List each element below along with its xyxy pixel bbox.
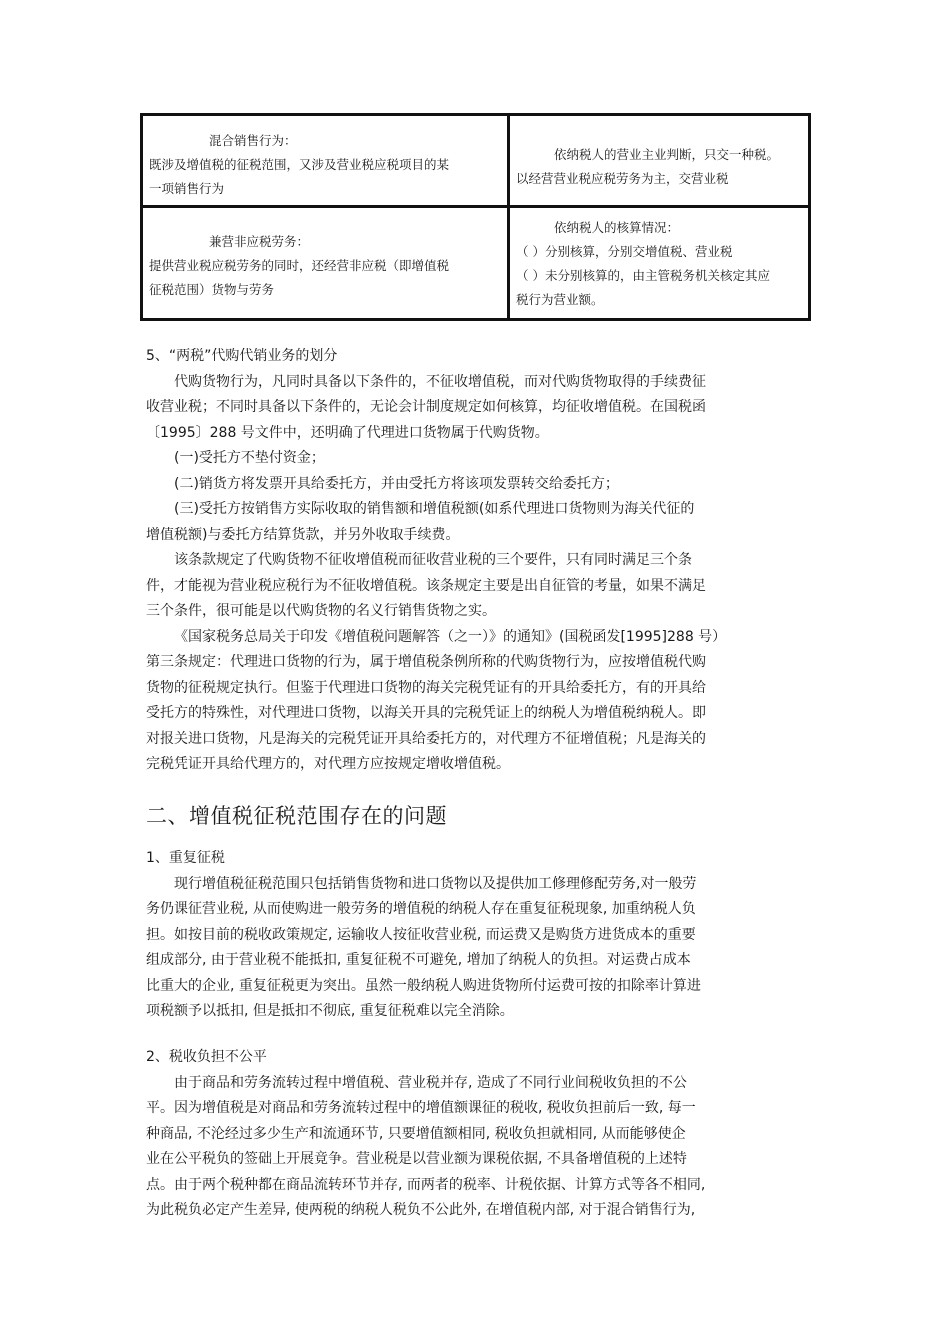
paragraph-line: 〔1995〕288 号文件中，还明确了代理进口货物属于代购货物。 [146,424,549,441]
cell-line: 依纳税人的营业主业判断，只交一种税。 [554,147,780,162]
paragraph-line: 件，才能视为营业税应税行为不征收增值税。该条规定主要是出自征管的考量，如果不满足 [146,577,706,594]
cell-line: （ ）未分别核算的，由主管税务机关核定其应 [516,268,770,283]
paragraph-line: 增值税额)与委托方结算货款，并另外收取手续费。 [146,526,460,543]
paragraph-line: 业在公平税负的签础上开展竟争。营业税是以营业额为课税依据, 不具备增值税的上述特 [146,1151,687,1167]
cell-line: 征税范围）货物与劳务 [149,282,275,297]
paragraph-line: 由于商品和劳务流转过程中增值税、营业税并存, 造成了不同行业间税收负担的不公 [174,1074,687,1091]
paragraph-line: (二)销货方将发票开具给委托方，并由受托方将该项发票转交给委托方； [174,475,619,492]
paragraph-line: 平。因为增值税是对商品和劳务流转过程中的增值额课征的税收, 税收负担前后一致, 每一 [146,1100,696,1116]
paragraph-line: 担。如按目前的税收政策规定, 运输收人按征收营业税, 而运费又是购货方进货成本的重要 [146,926,696,943]
paragraph-line: 组成部分, 由于营业税不能抵扣, 重复征税不可避免, 增加了纳税人的负担。对运费占成本 [146,952,691,968]
paragraph-line: 为此税负必定产生差异, 使两税的纳税人税负不公此外, 在增值税内部, 对于混合销售行为, [146,1202,696,1218]
cell-line: 一项销售行为 [149,181,225,196]
cell-line: 既涉及增值税的征税范围，又涉及营业税应税项目的某 [149,157,450,172]
cell-line: 混合销售行为： [209,133,297,148]
paragraph-line: 代购货物行为，凡同时具备以下条件的，不征收增值税，而对代购货物取得的手续费征 [174,373,706,390]
cell-line: （ ）分别核算，分别交增值税、营业税 [516,244,733,259]
cell-line: 兼营非应税劳务： [209,234,310,249]
paragraph-line: 点。由于两个税种都在商品流转环节并存, 而两者的税率、计税依据、计算方式等各不相同, [146,1176,706,1193]
section-unfair-tax-burden [146,1045,808,1224]
paragraph-line: 该条款规定了代购货物不征收增值税而征收营业税的三个要件，只有同时满足三个条 [174,552,692,568]
paragraph-line: 收营业税；不同时具备以下条件的，无论会计制度规定如何核算，均征收增值税。在国税函 [146,399,706,415]
paragraph-line: 受托方的特殊性，对代理进口货物，以海关开具的完税凭证上的纳税人为增值税纳税人。即 [146,705,706,721]
paragraph-line: 完税凭证开具给代理方的，对代理方应按规定增收增值税。 [146,756,510,772]
cell-line: 提供营业税应税劳务的同时，还经营非应税（即增值税 [149,258,450,273]
table-cell-mixed-sales-rule [510,116,808,208]
section-title: 5、“两税”代购代销业务的划分 [146,348,338,364]
paragraph-line: 对报关进口货物，凡是海关的完税凭证开具给委托方的，对代理方不征增值税；凡是海关的 [146,730,706,747]
paragraph-line: 货物的征税规定执行。但鉴于代理进口货物的海关完税凭证有的开具给委托方，有的开具给 [146,679,706,696]
paragraph-line: 三个条件，很可能是以代购货物的名义行销售货物之实。 [146,603,496,619]
table-cell-mixed-sales [143,116,510,208]
section-5 [146,344,808,778]
paragraph-line: 比重大的企业, 重复征税更为突出。虽然一般纳税人购进货物所付运费可按的扣除率计算进 [146,977,701,994]
section-heading: 二、增值税征税范围存在的问题 [146,804,447,828]
comparison-table [140,113,811,321]
paragraph-line: 种商品, 不沦经过多少生产和流通环节, 只要增值额相同, 税收负担就相同, 从而能够使企 [146,1125,686,1142]
cell-line: 以经营营业税应税劳务为主，交营业税 [516,171,729,186]
paragraph-line: 《国家税务总局关于印发《增值税问题解答（之一）》的通知》(国税函发[1995]288 号） [174,628,727,645]
paragraph-line: 务仍课征营业税, 从而使购进一般劳务的增值税的纳税人存在重复征税现象, 加重纳税人负 [146,901,696,917]
cell-line: 税行为营业额。 [516,292,604,307]
section-title: 2、税收负担不公平 [146,1049,267,1065]
cell-line: 依纳税人的核算情况： [554,220,680,235]
paragraph-line: 现行增值税征税范围只包括销售货物和进口货物以及提供加工修理修配劳务,对一般劳 [174,875,697,892]
table-cell-concurrent-services-rule [510,208,808,318]
paragraph-line: 项税额予以抵扣, 但是抵扣不彻底, 重复征税难以完全消除。 [146,1003,514,1019]
paragraph-line: (一)受托方不垫付资金； [174,450,325,466]
section-repeated-taxation [146,846,808,1025]
section-title: 1、重复征税 [146,850,225,866]
paragraph-line: (三)受托方按销售方实际收取的销售额和增值税额(如系代理进口货物则为海关代征的 [174,501,695,517]
paragraph-line: 第三条规定：代理进口货物的行为，属于增值税条例所称的代购货物行为，应按增值税代购 [146,654,706,670]
table-cell-concurrent-services [143,208,510,318]
